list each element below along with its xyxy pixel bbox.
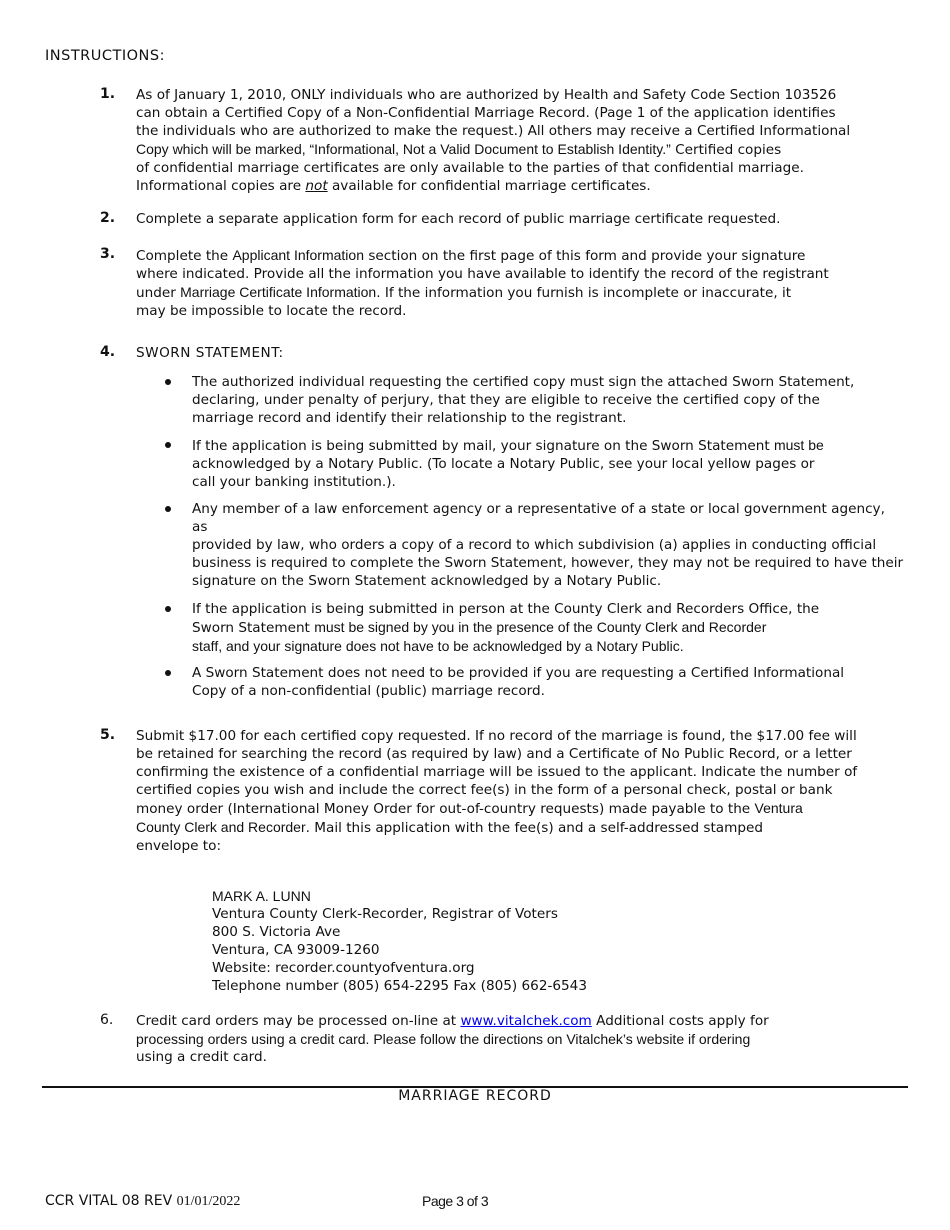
document-page: INSTRUCTIONS: 1. As of January 1, 2010, ONLY individuals who are authorized by Health and Safety Code Section 103526 can obtain a Certified Copy of a Non-Confidential Marriage Record. (Page 1 of the application identifies the individuals who are authorized to make the request.) All others may receive a Certified Informational Copy which will be marked, “Informational, Not a Valid Document to Establish Identity.” Certified copies of confidential marriage certificates are only available to the parties of that confidential marriage. Informational copies are not available for confidential marriage certificates. 2. Complete a separate application form for each record of public marriage certificate requested. 3. Complete the Applicant Information section on the first page of this form and provide your signature where indicated. Provide all the information you have available to identify the record of the registrant under Marriage Certificate Information. If the information you furnish is incomplete or inaccurate, it may be impossible to locate the record. 4. SWORN STATEMENT: The authorized individual requesting the certified copy must sign the attached Sworn Statement, declaring, under penalty of perjury, that they are eligible to receive the certified copy of the marriage record and identify their relationship to the registrant. If the application is being submitted by mail, your signature on the Sworn Statement must be acknowledged by a Notary Public. (To locate a Notary Public, see your local yellow pages or call your banking institution.). Any member of a law enforcement agency or a representative of a state or local government agency, as provided by law, who orders a copy of a record to which subdivision (a) applies in conducting official business is required to complete the Sworn Statement, however, they may not be required to have their signature on the Sworn Statement acknowledged by a Notary Public. If the application is being submitted in person at the County Clerk and Recorders Office, the Sworn Statement must be signed by you in the presence of the County Clerk and Recorder staff, and your signature does not have to be acknowledged by a Notary Public. A Sworn Statement does not need to be provided if you are requesting a Certified Informational Copy of a non-confidential (public) marriage record. 5. Submit $17.00 for each certified copy requested. If no record of the marriage is found, the $17.00 fee will be retained for searching the record (as required by law) and a Certificate of No Public Record, or a letter confirming the existence of a confidential marriage will be issued to the applicant. Indicate the number of certified copies you wish and include the correct fee(s) in the form of a personal check, postal or bank money order (International Money Order for out-of-country requests) made payable to the Ventura County Clerk and Recorder. Mail this application with the fee(s) and a self-addressed stamped envelope to: MARK A. LUNN Ventura County Clerk-Recorder, Registrar of Voters 800 S. Victoria Ave Ventura, CA 93009-1260 Website: recorder.countyofventura.org Telephone number (805) 654-2295 Fax (805) 662-6543 6. Credit card orders may be processed on-line at www.vitalchek.com Additional costs apply for processing orders using a credit card. Please follow the directions on Vitalchek’s website if ordering using a credit card. MARRIAGE RECORD CCR VITAL 08 REV 01/01/2022 Page 3 of 3 bbox=[0, 0, 950, 1230]
item-text: Submit $17.00 for each certified copy requested. If no record of the marriage is found, the $17.00 fee will be retained for searching the record (as required by law) and a Certificate of No Public Record, or a letter confirming the existence of a confidential marriage will be issued to the applicant. Indicate the number of certified copies you wish and include the correct fee(s) in the form of a personal check, postal or bank money order (International Money Order for out-of-country requests) made payable to the Ventura County Clerk and Recorder. Mail this application with the fee(s) and a self-addressed stamped envelope to: bbox=[136, 728, 858, 854]
item-number: 6. bbox=[100, 1012, 114, 1028]
bullet-icon bbox=[165, 379, 171, 385]
bullet-icon bbox=[165, 506, 171, 512]
form-id: CCR VITAL 08 REV 01/01/2022 bbox=[45, 1193, 241, 1209]
mailing-address bbox=[212, 887, 587, 995]
page-number: Page 3 of 3 bbox=[422, 1193, 489, 1209]
item-text: Complete the Applicant Information section on the first page of this form and provide your signature where indicated. Provide all the information you have available to identify the record of the registrant under Marriage Certificate Information. If the information you furnish is incomplete or inaccurate, it may be impossible to locate the record. bbox=[136, 247, 829, 319]
section-label: MARRIAGE RECORD bbox=[398, 1088, 552, 1104]
instructions-heading: INSTRUCTIONS: bbox=[45, 48, 165, 64]
vitalchek-link[interactable]: www.vitalchek.com bbox=[460, 1013, 592, 1029]
item-number: 4. bbox=[100, 344, 116, 360]
bullet-icon bbox=[165, 670, 171, 676]
item-text: Credit card orders may be processed on-line at www.vitalchek.com Additional costs apply for processing orders using a credit card. Please follow the directions on Vitalchek’s website if ordering using a credit card. bbox=[136, 1013, 769, 1065]
item-text: As of January 1, 2010, ONLY individuals who are authorized by Health and Safety Code Section 103526 can obtain a Certified Copy of a Non-Confidential Marriage Record. (Page 1 of the application identifies the individuals who are authorized to make the request.) All others may receive a Certified Informational Copy which will be marked, “Informational, Not a Valid Document to Establish Identity.” Certified copies of confidential marriage certificates are only available to the parties of that confidential marriage. Informational copies are not available for confidential marriage certificates. bbox=[136, 87, 851, 194]
addr-phone: Telephone number (805) 654-2295 Fax (805) 662-6543 bbox=[212, 978, 587, 994]
item-number: 3. bbox=[100, 246, 116, 262]
bullet-icon bbox=[165, 442, 171, 448]
addr-website: Website: recorder.countyofventura.org bbox=[212, 960, 475, 976]
item-number: 2. bbox=[100, 210, 116, 226]
addr-office: Ventura County Clerk-Recorder, Registrar of Voters bbox=[212, 906, 558, 922]
emphasis-not: not bbox=[305, 178, 328, 194]
sworn-statement-heading: SWORN STATEMENT: bbox=[136, 345, 284, 361]
bullet-icon bbox=[165, 606, 171, 612]
addr-street: 800 S. Victoria Ave bbox=[212, 924, 341, 940]
addr-name: MARK A. LUNN bbox=[212, 888, 311, 904]
addr-city: Ventura, CA 93009-1260 bbox=[212, 942, 380, 958]
item-text: Complete a separate application form for each record of public marriage certificate requested. bbox=[136, 211, 781, 227]
item-number: 5. bbox=[100, 727, 116, 743]
item-number: 1. bbox=[100, 86, 116, 102]
